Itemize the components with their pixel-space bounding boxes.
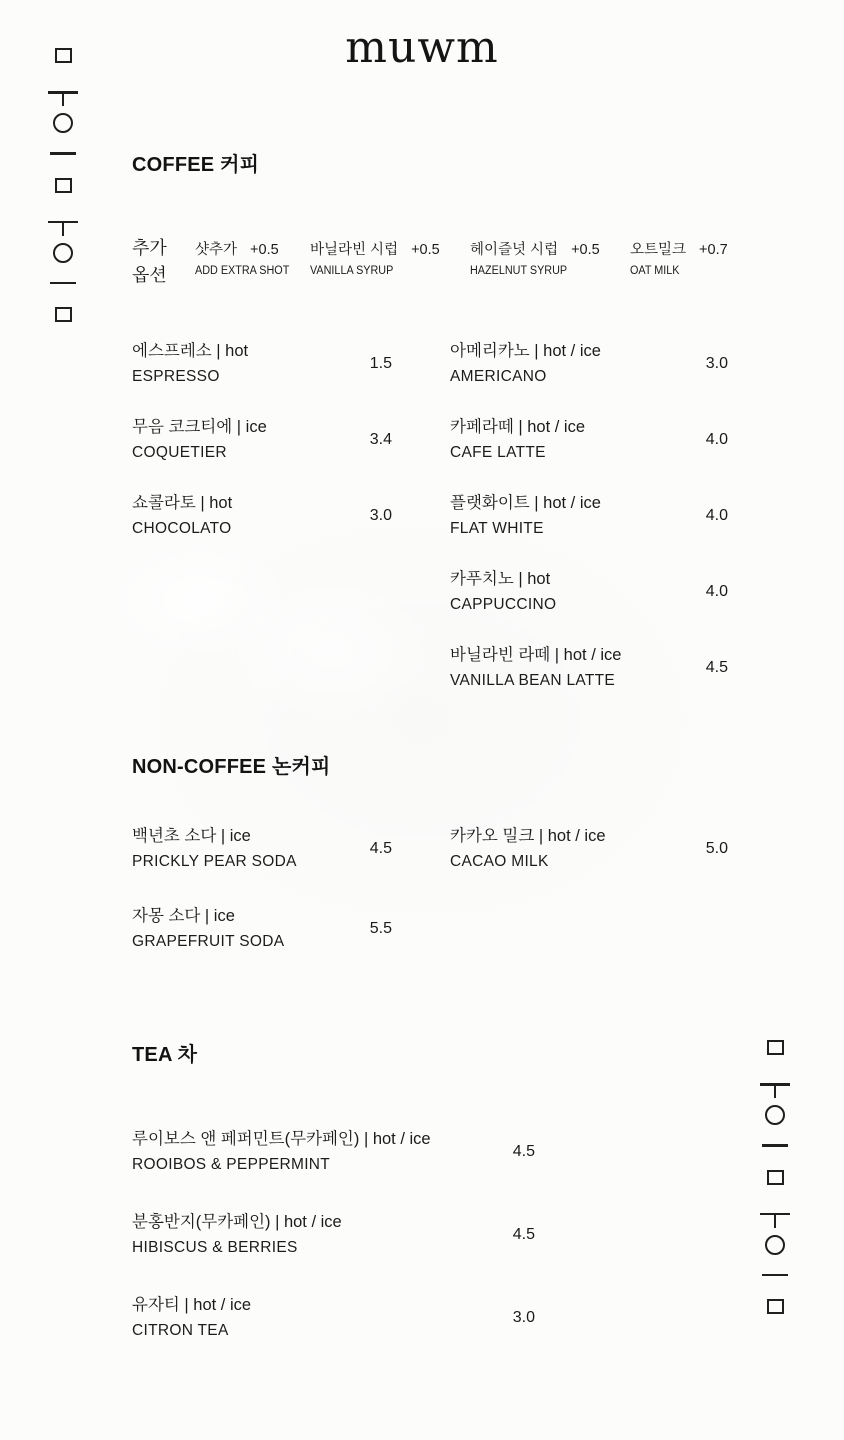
menu-item-chocolato [132, 492, 392, 540]
section-title-tea: TEA 차 [132, 1044, 198, 1066]
item-name-en: HIBISCUS & BERRIES [132, 1238, 298, 1256]
item-price: 5.5 [369, 920, 392, 937]
item-name-en: CITRON TEA [132, 1321, 229, 1339]
addon-option-oat-milk [630, 238, 728, 277]
addon-name-kr: 바닐라빈 시럽 [310, 242, 399, 258]
item-name-kr: 카카오 밀크 | hot / ice [450, 827, 606, 846]
item-price: 4.0 [705, 583, 728, 600]
menu-item-hibiscus-berries [132, 1211, 535, 1259]
item-price: 1.5 [369, 355, 392, 372]
section-title-non-coffee: NON-COFFEE 논커피 [132, 756, 331, 778]
item-name-kr: 카페라떼 | hot / ice [450, 418, 585, 437]
addon-name-kr: 오트밀크 [630, 242, 687, 258]
section-tea [132, 1038, 535, 1339]
menu-item-rooibos-peppermint [132, 1128, 535, 1176]
vertical-wordmark-right [757, 1040, 793, 1314]
item-name-kr: 카푸치노 | hot [450, 570, 551, 589]
jamo-eu-icon [50, 282, 76, 285]
item-name-kr: 백년초 소다 | ice [132, 827, 251, 846]
brand-logo: muwm [345, 22, 499, 73]
jamo-mieum-icon [55, 48, 72, 63]
jamo-mieum-icon [55, 307, 72, 322]
item-name-kr: 플랫화이트 | hot / ice [450, 494, 601, 513]
jamo-eu-icon [762, 1274, 788, 1277]
addon-name-en: OAT MILK [630, 265, 680, 277]
menu-item-americano [450, 340, 728, 388]
item-price: 4.0 [705, 507, 728, 524]
item-name-kr: 분홍반지(무카페인) | hot / ice [132, 1213, 342, 1232]
item-name-kr: 무음 코크티에 | ice [132, 418, 267, 437]
menu-item-cafe-latte [450, 416, 728, 464]
item-price: 3.0 [369, 507, 392, 524]
addon-price: +0.7 [699, 242, 728, 258]
item-price: 4.5 [369, 840, 392, 857]
coffee-items-grid [132, 340, 728, 720]
item-price: 3.0 [512, 1309, 535, 1326]
item-price: 5.0 [705, 840, 728, 857]
item-name-en: GRAPEFRUIT SODA [132, 932, 285, 950]
item-name-kr: 유자티 | hot / ice [132, 1296, 252, 1315]
addon-options-row [132, 234, 772, 298]
jamo-u-icon [760, 1213, 790, 1228]
jamo-mieum-icon [767, 1040, 784, 1055]
jamo-ieung-icon [765, 1235, 785, 1255]
item-price: 3.4 [369, 431, 392, 448]
item-name-en: PRICKLY PEAR SODA [132, 852, 297, 870]
menu-item-grapefruit-soda [132, 905, 392, 953]
jamo-eu-icon [762, 1144, 788, 1147]
section-non-coffee [132, 750, 728, 950]
addon-option-extra-shot [195, 238, 295, 277]
jamo-mieum-icon [767, 1170, 784, 1185]
item-price: 3.0 [705, 355, 728, 372]
menu-item-cacao-milk [450, 825, 728, 873]
item-name-kr: 쇼콜라토 | hot [132, 494, 233, 513]
item-name-en: CACAO MILK [450, 852, 549, 870]
jamo-u-icon [48, 91, 78, 106]
item-name-kr: 자몽 소다 | ice [132, 907, 235, 926]
addon-price: +0.5 [250, 242, 279, 258]
jamo-u-icon [760, 1083, 790, 1098]
item-name-en: ESPRESSO [132, 367, 220, 385]
menu-item-flat-white [450, 492, 728, 540]
item-name-kr: 에스프레소 | hot [132, 342, 249, 361]
menu-item-prickly-pear-soda [132, 825, 392, 873]
addon-name-en: HAZELNUT SYRUP [470, 265, 568, 277]
addon-price: +0.5 [411, 242, 440, 258]
menu-item-coquetier [132, 416, 392, 464]
tea-items-list [132, 1128, 535, 1377]
item-name-en: ROOIBOS & PEPPERMINT [132, 1155, 331, 1173]
non-coffee-items-grid [132, 825, 728, 985]
menu-item-citron-tea [132, 1294, 535, 1342]
item-name-kr: 바닐라빈 라떼 | hot / ice [450, 646, 622, 665]
menu-item-vanilla-bean-latte [450, 644, 728, 692]
item-name-en: VANILLA BEAN LATTE [450, 671, 616, 689]
addon-options-label-line2: 옵션 [132, 265, 167, 285]
coffee-column-left [132, 340, 392, 720]
addon-name-kr: 헤이즐넛 시럽 [470, 242, 559, 258]
item-price: 4.5 [512, 1226, 535, 1243]
jamo-eu-icon [50, 152, 76, 155]
addon-options-label-line1: 추가 [132, 238, 167, 258]
vertical-wordmark-left [45, 48, 81, 322]
addon-price: +0.5 [571, 242, 600, 258]
item-name-kr: 아메리카노 | hot / ice [450, 342, 601, 361]
section-title-coffee: COFFEE 커피 [132, 154, 260, 176]
addon-name-kr: 샷추가 [195, 242, 238, 258]
jamo-ieung-icon [765, 1105, 785, 1125]
non-coffee-column-right [450, 825, 728, 985]
menu-item-cappuccino [450, 568, 728, 616]
addon-name-en: ADD EXTRA SHOT [195, 265, 290, 277]
item-name-en: CAFE LATTE [450, 443, 546, 461]
jamo-mieum-icon [767, 1299, 784, 1314]
jamo-ieung-icon [53, 243, 73, 263]
item-price: 4.5 [512, 1143, 535, 1160]
item-name-en: COQUETIER [132, 443, 227, 461]
item-price: 4.5 [705, 659, 728, 676]
item-name-en: FLAT WHITE [450, 519, 544, 537]
addon-options-label [132, 235, 167, 289]
addon-option-vanilla-syrup [310, 238, 440, 277]
item-name-en: CHOCOLATO [132, 519, 232, 537]
item-name-kr: 루이보스 앤 페퍼민트(무카페인) | hot / ice [132, 1130, 431, 1149]
section-coffee [132, 148, 728, 689]
item-name-en: CAPPUCCINO [450, 595, 557, 613]
addon-name-en: VANILLA SYRUP [310, 265, 394, 277]
menu-item-espresso [132, 340, 392, 388]
jamo-ieung-icon [53, 113, 73, 133]
item-price: 4.0 [705, 431, 728, 448]
jamo-u-icon [48, 221, 78, 236]
non-coffee-column-left [132, 825, 392, 985]
coffee-column-right [450, 340, 728, 720]
item-name-en: AMERICANO [450, 367, 547, 385]
jamo-mieum-icon [55, 178, 72, 193]
addon-option-hazelnut-syrup [470, 238, 600, 277]
